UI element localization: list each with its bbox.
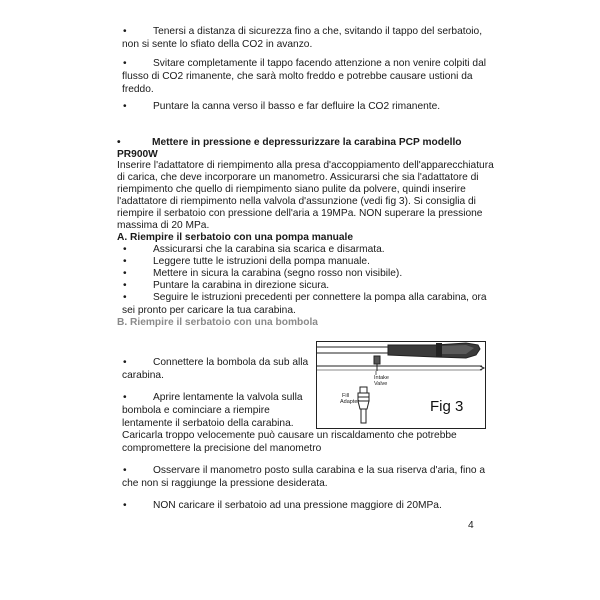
figure-3-diagram — [316, 341, 486, 429]
block1-bullet1-line2: non si sente lo sfiato della CO2 in avanzo. — [122, 39, 313, 50]
section-b-item2-line2: bombola e cominciare a riempire — [122, 405, 270, 416]
block1-bullet3-line1: Puntare la canna verso il basso e far defluire la CO2 rimanente. — [153, 101, 441, 112]
section-b-item1-line1: Connettere la bombola da sub alla — [153, 357, 309, 368]
section-heading-line1: Mettere in pressione e depressurizzare la carabina PCP modello — [152, 137, 462, 148]
intro-line5: riempire il serbatoio con pressione dell'aria a 19MPa. NON superare la pressione — [117, 208, 483, 219]
bullet: • — [123, 292, 127, 303]
section-b-warning-line1: Caricarla troppo velocemente può causare un riscaldamento che potrebbe — [122, 430, 457, 441]
intro-line3: riempimento che quello di riempimento siano pulite da polvere, quindi inserire — [117, 184, 466, 195]
intro-line6: massima di 20 MPa. — [117, 220, 210, 231]
intake-valve-label-2: Valve — [374, 381, 388, 387]
intro-line2: di carica, che deve incorporare un manometro. Assicurarsi che sia l'adattatore di — [117, 172, 479, 183]
section-a-item2: Leggere tutte le istruzioni della pompa manuale. — [153, 256, 370, 267]
section-b-item2-line3: lentamente il serbatoio della carabina. — [122, 418, 294, 429]
intake-valve-label-1: Intake — [374, 375, 389, 381]
section-b-item4-line1: NON caricare il serbatoio ad una pressione maggiore di 20MPa. — [153, 500, 442, 511]
bullet: • — [117, 137, 121, 148]
section-b-item3-line1: Osservare il manometro posto sulla carabina e la sua riserva d'aria, fino a — [153, 465, 486, 476]
section-b-item3-line2: che non si raggiunge la pressione desiderata. — [122, 478, 328, 489]
fill-adapter-label-1: Fill — [342, 393, 350, 399]
section-b-warning-line2: compromettere la precisione del manometro — [122, 443, 322, 454]
bullet: • — [123, 500, 127, 511]
section-b-title: B. Riempire il serbatoio con una bombola — [117, 317, 318, 328]
bullet: • — [123, 26, 127, 37]
bullet: • — [123, 357, 127, 368]
section-a-item1: Assicurarsi che la carabina sia scarica e disarmata. — [153, 244, 385, 255]
bullet: • — [123, 392, 127, 403]
block1-bullet2-line3: freddo. — [122, 84, 154, 95]
figure-caption: Fig 3 — [430, 398, 464, 415]
section-a-title: A. Riempire il serbatoio con una pompa manuale — [117, 232, 354, 243]
section-b-item1-line2: carabina. — [122, 370, 164, 381]
block1-bullet1-line1: Tenersi a distanza di sicurezza fino a che, svitando il tappo del serbatoio, — [153, 26, 483, 37]
bullet: • — [123, 268, 127, 279]
section-b-item2-line1: Aprire lentamente la valvola sulla — [153, 392, 303, 403]
page-number: 4 — [468, 520, 474, 531]
bullet: • — [123, 256, 127, 267]
block1-bullet2-line1: Svitare completamente il tappo facendo attenzione a non venire colpiti dal — [153, 58, 486, 69]
section-a-item5-line1: Seguire le istruzioni precedenti per connettere la pompa alla carabina, ora — [153, 292, 487, 303]
bullet: • — [123, 58, 127, 69]
section-a-item5-line2: sei pronto per caricare la tua carabina. — [122, 305, 296, 316]
section-a-item3: Mettere in sicura la carabina (segno rosso non visibile). — [153, 268, 403, 279]
intro-line4: l'adattatore di riempimento nella valvola d'assunzione (vedi fig 3). Si consiglia di — [117, 196, 476, 207]
intro-line1: Inserire l'adattatore di riempimento alla presa d'accoppiamento dell'apparecchiatura — [117, 160, 494, 171]
section-a-item4: Puntare la carabina in direzione sicura. — [153, 280, 330, 291]
bullet: • — [123, 101, 127, 112]
bullet: • — [123, 465, 127, 476]
bullet: • — [123, 244, 127, 255]
bullet: • — [123, 280, 127, 291]
block1-bullet2-line2: flusso di CO2 rimanente, che sarà molto freddo e potrebbe causare ustioni da — [122, 71, 473, 82]
section-heading-line2: PR900W — [117, 149, 158, 160]
fill-adapter-label-2: Adapter — [340, 399, 360, 405]
